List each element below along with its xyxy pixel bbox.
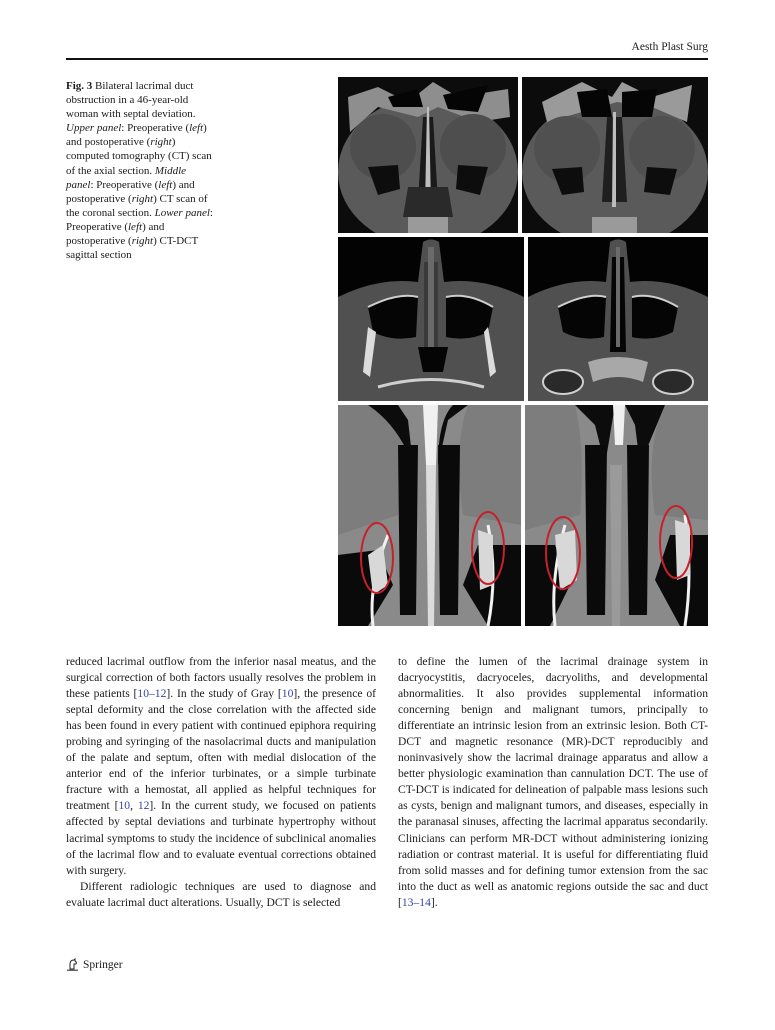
caption-italic: Upper panel	[66, 122, 122, 135]
panel-middle-left	[338, 237, 524, 401]
panel-lower-left	[338, 405, 521, 626]
panel-upper-left	[338, 77, 518, 233]
caption-italic: right	[131, 235, 154, 248]
caption-italic: Lower panel	[154, 206, 210, 219]
paragraph: Different radiologic techniques are used to diagnose and evaluate lacrimal duct alterations. Usually, DCT is selected	[66, 879, 376, 909]
caption-italic: Middle panel	[66, 164, 187, 191]
citation-link[interactable]: 10	[118, 799, 131, 813]
panel-lower-right	[525, 405, 708, 626]
caption-italic: left	[189, 122, 204, 135]
figure-label: Fig. 3	[66, 80, 93, 92]
caption-italic: left	[158, 178, 173, 191]
panel-middle-right	[528, 237, 708, 401]
publisher-footer	[66, 958, 123, 971]
caption-text: Bilateral lacrimal duct obstruction in a 46-year-old woman with septal deviation. Upper panel: Preoperative (left) and postoperative (right) computed tomography (CT) scan of the axial section. Middle panel: Preoperative (left) and postoperative (right) CT scan of the coronal section. Lower panel: Preoperative (left) and postoperative (right) CT-DCT sagittal section	[66, 80, 213, 262]
citation-link[interactable]: 13–14	[401, 895, 431, 909]
figure-caption	[66, 79, 216, 262]
panel-upper-right	[522, 77, 708, 233]
body-column-right	[398, 654, 708, 911]
citation-link[interactable]: 10–12	[137, 687, 167, 701]
citation-link[interactable]: 10	[281, 687, 294, 701]
caption-italic: left	[128, 220, 143, 233]
publisher-name: Springer	[83, 958, 123, 971]
caption-italic: right	[150, 136, 172, 149]
body-column-left	[66, 654, 376, 911]
figure-3	[338, 77, 708, 626]
journal-name: Aesth Plast Surg	[631, 41, 708, 53]
citation-link[interactable]: 12	[137, 799, 150, 813]
paragraph: to define the lumen of the lacrimal drainage system in dacryocystitis, dacryoceles, dacryoliths, and developmental abnormalities. It also provides supplemental information concerning benign and malignant tumors, principally to differentiate an intrinsic lesion from an extrinsic lesion. Both CT-DCT and magnetic resonance (MR)-DCT reproducibly and noninvasively show the lacrimal drainage apparatus and allow a better physiologic examination than cannulation DCT. The use of CT-DCT is indicated for delineation of palpable mass lesions such as cysts, benign and malignant tumors, and diseases, especially in the paranasal sinuses, affecting the lacrimal apparatus secondarily. Clinicians can perform MR-DCT without administering ionizing radiation or contrast material. It is useful for differentiating fluid from solid masses and for defining tumor extension from the sac into the duct as well as anatomic regions outside the sac and duct [13–14].	[398, 655, 708, 909]
paragraph: reduced lacrimal outflow from the inferior nasal meatus, and the surgical correction of both factors usually resolves the problem in these patients [10–12]. In the study of Gray [10], the presence of septal deformity and the close correlation with the affected side has been found in every patient with continued epiphora requiring probing and syringing of the nasolacrimal ducts and manipulation of the palate and septum, often with medial dislocation of the anterior end of the inferior turbinates, or a simple turbinate fracture with a hemostat, all applied as helpful techniques for treatment [10, 12]. In the current study, we focused on patients affected by septal deviations and turbinate hypertrophy without lacrimal symptoms to study the incidence of subclinical anomalies of the lacrimal flow and to evaluate eventual corrections obtained with surgery.	[66, 655, 376, 877]
caption-italic: right	[131, 192, 154, 205]
springer-horse-icon	[66, 958, 79, 971]
header-rule	[66, 58, 708, 60]
